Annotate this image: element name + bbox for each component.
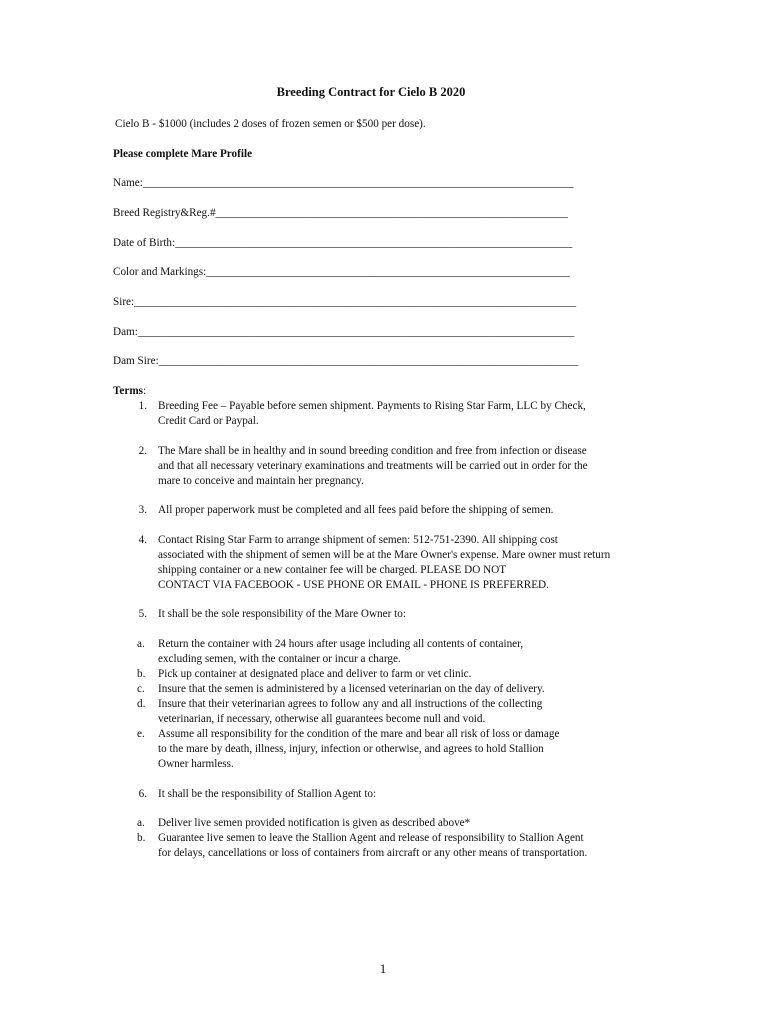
term-line: associated with the shipment of semen will be at the Mare Owner's expense. Mare owner must return: [158, 549, 611, 561]
dam-field[interactable]: Dam:______________________________________________________________________________: [113, 326, 575, 338]
sub-item-line: for delays, cancellations or loss of containers from aircraft or any other means of transportation.: [158, 847, 588, 859]
sub-item-label: e.: [137, 728, 145, 740]
term-line: shipping container or a new container fee will be charged. PLEASE DO NOT: [158, 564, 507, 576]
dam-sire-field[interactable]: Dam Sire:___________________________________________________________________________: [113, 355, 579, 367]
sub-item-line: Return the container with 24 hours after usage including all contents of container,: [158, 638, 524, 650]
term-number: 5.: [138, 608, 147, 620]
mare-profile-heading: Please complete Mare Profile: [113, 148, 253, 160]
term-line: and that all necessary veterinary examinations and treatments will be carried out in order for the: [158, 460, 588, 472]
sub-item-line: Deliver live semen provided notification is given as described above*: [158, 817, 471, 829]
sub-item-line: veterinarian, if necessary, otherwise all guarantees become null and void.: [158, 713, 486, 725]
terms-colon: :: [143, 385, 147, 397]
term-number: 1.: [138, 400, 147, 412]
term-line: All proper paperwork must be completed and all fees paid before the shipping of semen.: [158, 504, 554, 516]
date-of-birth-field[interactable]: Date of Birth:_______________________________________________________________________: [113, 237, 573, 249]
sub-item-line: Owner harmless.: [158, 758, 234, 770]
sub-item-line: Assume all responsibility for the condition of the mare and bear all risk of loss or damage: [158, 728, 560, 740]
term-line: CONTACT VIA FACEBOOK - USE PHONE OR EMAIL - PHONE IS PREFERRED.: [158, 579, 549, 591]
term-line: mare to conceive and maintain her pregnancy.: [158, 475, 364, 487]
term-number: 2.: [138, 445, 147, 457]
term-line: Contact Rising Star Farm to arrange shipment of semen: 512-751-2390. All shipping cost: [158, 534, 558, 546]
sub-item-line: Guarantee live semen to leave the Stallion Agent and release of responsibility to Stallion Agent: [158, 832, 584, 844]
sub-item-line: Insure that the semen is administered by a licensed veterinarian on the day of delivery.: [158, 683, 545, 695]
sub-item-line: excluding semen, with the container or incur a charge.: [158, 653, 401, 665]
term-line: The Mare shall be in healthy and in sound breeding condition and free from infection or disease: [158, 445, 587, 457]
sub-item-line: Insure that their veterinarian agrees to follow any and all instructions of the collecting: [158, 698, 543, 710]
sub-item-label: b.: [137, 668, 146, 680]
sub-item-line: to the mare by death, illness, injury, infection or otherwise, and agrees to hold Stallion: [158, 743, 544, 755]
sub-item-label: a.: [137, 638, 145, 650]
terms-heading: [113, 384, 146, 399]
term-line: It shall be the sole responsibility of the Mare Owner to:: [158, 608, 406, 620]
color-markings-field[interactable]: Color and Markings:_________________________________________________________________: [113, 266, 570, 278]
term-number: 4.: [138, 534, 147, 546]
term-number: 6.: [138, 788, 147, 800]
term-number: 3.: [138, 504, 147, 516]
name-field[interactable]: Name:_____________________________________________________________________________: [113, 177, 574, 189]
document-title: Breeding Contract for Cielo B 2020: [276, 85, 466, 99]
sub-item-line: Pick up container at designated place and deliver to farm or vet clinic.: [158, 668, 472, 680]
sub-item-label: b.: [137, 832, 146, 844]
term-line: It shall be the responsibility of Stallion Agent to:: [158, 788, 377, 800]
price-line: Cielo B - $1000 (includes 2 doses of frozen semen or $500 per dose).: [115, 118, 426, 130]
sub-item-label: d.: [137, 698, 146, 710]
term-line: Credit Card or Paypal.: [158, 415, 259, 427]
sire-field[interactable]: Sire:_______________________________________________________________________________: [113, 296, 577, 308]
terms-label: Terms: [113, 385, 144, 397]
sub-item-label: a.: [137, 817, 145, 829]
term-line: Breeding Fee – Payable before semen shipment. Payments to Rising Star Farm, LLC by Check,: [158, 400, 586, 412]
breed-registry-field[interactable]: Breed Registry&Reg.#_______________________________________________________________: [113, 207, 568, 219]
sub-item-label: c.: [137, 683, 145, 695]
page-number: 1: [379, 961, 387, 976]
